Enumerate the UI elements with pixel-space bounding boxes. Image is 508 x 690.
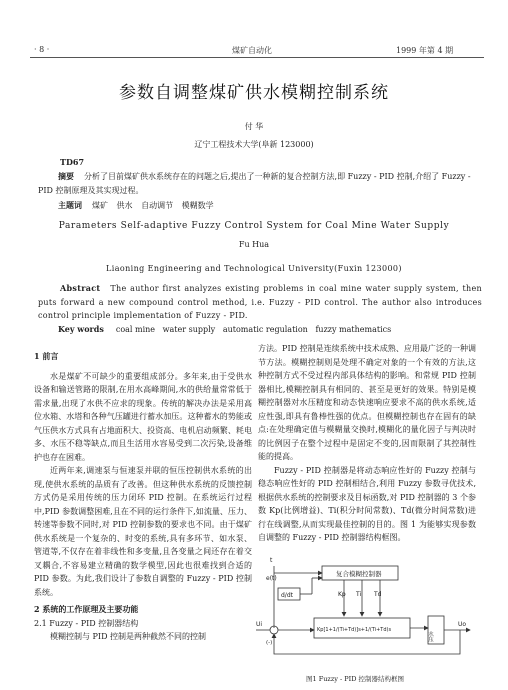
abstract-text-cn: 分析了目前煤矿供水系统存在的问题之后,提出了一种新的复合控制方法,即 Fuzzy - PID 控制,介绍了 Fuzzy - PID 控制原理及其实现过程。 — [38, 172, 471, 195]
keywords-label-cn: 主题词 — [58, 200, 82, 210]
affiliation-cn: 辽宁工程技术大学(阜新 123000) — [194, 140, 314, 149]
paper-title-en: Parameters Self-adaptive Fuzzy Control System for Coal Mine Water Supply — [58, 221, 450, 231]
left-paragraph-1: 水是煤矿不可缺少的重要组成部分。多年来,由于受供水设备和输送管路的限制,在用水高峰期间,水的供给量常常低于需求量,出现了水供不应求的现象。传统的解决办法是采用高位水箱、水塔和各种气压罐进行蓄水加压。这种蓄水的势能或气压供水方式具有占地面积大、投资高、电机启动频繁、耗电多、水压不稳等缺点,而且生活用水容易受到二次污染,设备维护也存在困难。 — [34, 371, 252, 462]
left-paragraph-2: 近两年来,调速泵与恒速泵并联的恒压控制供水系统的出现,使供水系统的品质有了改善。但这种供水系统的反馈控制方式仍是采用传统的压力闭环 PID 控制。在系统运行过程中,PID 参数调整困难,且在不同的运行条件下,如流量、压力、转速等参数不同时,对 PID 控制参数的要求也不同。由于煤矿供水系统是一个复杂的、时变的系统,具有多环节、如水泵、管道等,不仅存在着非线性和多变量,且各变量之间还存在着交叉耦合,不容易建立精确的数学模型,因此也很难找到合适的 PID 参数。为此,我们设计了参数自调整的 Fuzzy - PID 控制系统。 — [34, 466, 252, 597]
journal-name: 煤矿自动化 — [232, 46, 272, 55]
left-column — [34, 350, 252, 644]
keywords-en — [58, 323, 478, 337]
paper-title-cn: 参数自调整煤矿供水模糊控制系统 — [119, 83, 389, 103]
left-paragraph-3: 模糊控制与 PID 控制是两种截然不同的控制 — [50, 632, 207, 641]
author-en: Fu Hua — [238, 240, 270, 249]
right-paragraph-1: 方法。PID 控制是连续系统中技术成熟、应用最广泛的一种调节方法。模糊控制则是处理不确定对象的一个有效的方法,这种控制方式不受过程内部具体结构的影响。和常规 PID 控制器相比,模糊控制具有相同的、甚至是更好的效果。特别是模糊控制器对水压精度和动态快速响应要求不高的供水系统,适应性强,即具有鲁棒性强的优点。但模糊控制也存在固有的缺点:在处理确定值与模糊量交换时,模糊化的量化因子与判决时的比例因子在整个过程中是固定不变的,因而限制了其控制性能的提高。 — [258, 344, 476, 461]
abstract-text-en: The author first analyzes existing problems in coal mine water supply system, then puts forward a new compound control method, i.e. Fuzzy - PID control. The author also introduces control principle implementation of Fuzzy - PID. — [38, 284, 482, 321]
affiliation-en: Liaoning Engineering and Technological University(Fuxin 123000) — [106, 264, 402, 273]
keywords-label-en: Key words — [58, 324, 104, 334]
issue-label: 1999 年第 4 期 — [396, 46, 454, 55]
kp-label: Kp — [338, 591, 346, 598]
figure-1-caption: 图1 Fuzzy - PID 控制器结构框图 — [306, 675, 404, 683]
page-number: · 8 · — [34, 45, 50, 54]
abstract-label-cn: 摘要 — [58, 171, 74, 181]
header-rule — [30, 57, 484, 58]
keywords-text-en: coal mine water supply automatic regulation fuzzy mathematics — [115, 325, 392, 334]
keywords-cn — [58, 199, 478, 213]
feedback-sign: (-) — [266, 640, 273, 646]
author-cn: 付 华 — [244, 122, 264, 131]
label-t: t — [270, 557, 273, 564]
pid-formula: Kp[1+1/(Ti+Td)]s+1/(Ti+Td)s — [317, 627, 392, 633]
output-label: Uo — [458, 621, 467, 628]
input-label: Ui — [256, 621, 263, 628]
plant-label: 水压 — [427, 631, 433, 642]
ti-label: Ti — [356, 591, 362, 598]
figure-1-diagram — [256, 552, 480, 672]
label-e-t: e(t) — [266, 575, 277, 582]
td-label: Td — [374, 591, 382, 598]
abstract-label-en: Abstract — [60, 283, 101, 293]
abstract-cn — [38, 170, 482, 197]
section-2-1-heading: 2.1 Fuzzy - PID 控制器结构 — [34, 618, 139, 628]
section-1-heading: 1 前言 — [34, 351, 59, 361]
ddt-label: d/dt — [281, 592, 293, 599]
fuzzy-controller-label: 复合模糊控制器 — [336, 570, 382, 578]
abstract-en — [38, 282, 482, 323]
right-column — [258, 342, 476, 545]
classification-code: TD67 — [60, 157, 85, 167]
section-2-heading: 2 系统的工作原理及主要功能 — [34, 604, 139, 614]
right-paragraph-2: Fuzzy - PID 控制器是将动态响应性好的 Fuzzy 控制与稳态响应性好的 PID 控制相结合,利用 Fuzzy 参数寻优技术,根据供水系统的控制要求及目标函数,对 PID 控制器的 3 个参数 Kp(比例增益)、Ti(积分时间常数)、Td(微分时间常数)进行在线调整,从而实现最佳控制的目的。图 1 为能够实现参数自调整的 Fuzzy - PID 控制器结构框图。 — [258, 465, 476, 542]
keywords-text-cn: 煤矿 供水 自动调节 模糊数学 — [92, 201, 214, 210]
